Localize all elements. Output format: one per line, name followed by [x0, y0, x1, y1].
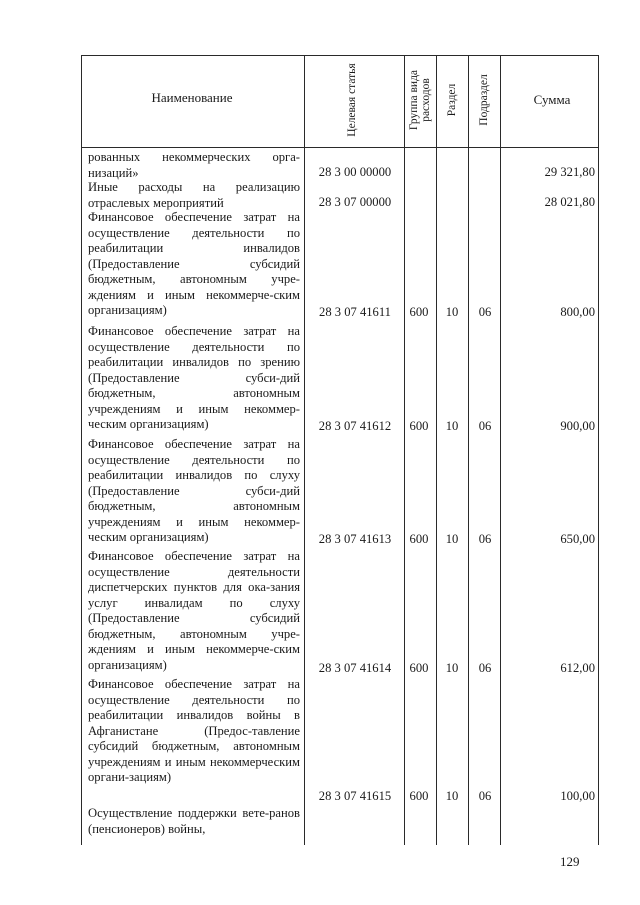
row-code: 28 3 07 41615 — [318, 789, 392, 803]
row-subsection: 06 — [478, 419, 492, 433]
header-sum: Сумма — [533, 92, 571, 107]
row-subsection: 06 — [478, 789, 492, 803]
header-name: Наименование — [151, 90, 233, 105]
row-section: 10 — [445, 661, 459, 675]
row-name: Финансовое обеспечение затрат на осуществление деятельности по реабилитации инвалидов (Предоставление субсидий бюджетным, автономным учре-ждениям и иным некоммерче-ским организациям) — [88, 210, 300, 317]
row-group: 600 — [409, 789, 429, 803]
row-name: рованных некоммерческих орга-низаций» — [88, 150, 300, 180]
row-group: 600 — [409, 532, 429, 546]
row-sum: 650,00 — [560, 532, 595, 546]
header-group: Группа вида расходов — [408, 69, 432, 131]
row-subsection: 06 — [478, 661, 492, 675]
row-group: 600 — [409, 419, 429, 433]
row-name: Осуществление поддержки вете-ранов (пенсионеров) войны, — [88, 806, 300, 836]
row-name: Финансовое обеспечение затрат на осуществление деятельности по реабилитации инвалидов войны в Афганистане (Предос-тавление субсидий бюджетным, автономным учреждениям и иным некоммерческим органи-зациям) — [88, 677, 300, 784]
row-group: 600 — [409, 661, 429, 675]
row-code: 28 3 07 41612 — [318, 419, 392, 433]
row-code: 28 3 00 00000 — [318, 165, 392, 179]
page-number: 129 — [560, 854, 580, 869]
row-code: 28 3 07 41613 — [318, 532, 392, 546]
column-divider-code — [404, 55, 405, 845]
header-code: Целевая статья — [346, 63, 358, 137]
row-sum: 29 321,80 — [544, 165, 595, 179]
header-section: Раздел — [446, 83, 458, 117]
column-divider-name — [304, 55, 305, 845]
row-group: 600 — [409, 305, 429, 319]
row-name: Финансовое обеспечение затрат на осуществление деятельности по реабилитации инвалидов по зрению (Предоставление субси-дий бюджетным, автономным учреждениям и иным некоммер-ческим организациям) — [88, 324, 300, 431]
row-section: 10 — [445, 305, 459, 319]
row-sum: 612,00 — [560, 661, 595, 675]
header-subsection: Подраздел — [478, 74, 490, 126]
row-subsection: 06 — [478, 305, 492, 319]
row-name: Финансовое обеспечение затрат на осуществление деятельности по реабилитации инвалидов по слуху (Предоставление субси-дий бюджетным, автономным учреждениям и иным некоммер-ческим организациям) — [88, 437, 300, 544]
row-sum: 100,00 — [560, 789, 595, 803]
header-bottom-border — [81, 147, 599, 148]
row-sum: 28 021,80 — [544, 195, 595, 209]
row-section: 10 — [445, 789, 459, 803]
row-code: 28 3 07 41614 — [318, 661, 392, 675]
table-right-border — [598, 55, 599, 845]
table-top-border — [81, 55, 599, 56]
table-left-border — [81, 55, 82, 845]
row-name: Иные расходы на реализацию отраслевых мероприятий — [88, 180, 300, 210]
column-divider-group — [436, 55, 437, 845]
row-code: 28 3 07 00000 — [318, 195, 392, 209]
row-sum: 800,00 — [560, 305, 595, 319]
row-code: 28 3 07 41611 — [319, 305, 391, 319]
column-divider-section — [468, 55, 469, 845]
row-subsection: 06 — [478, 532, 492, 546]
row-sum: 900,00 — [560, 419, 595, 433]
row-name: Финансовое обеспечение затрат на осуществление деятельности диспетчерских пунктов для ока-зания услуг инвалидам по слуху (Предоставление субсидий бюджетным, автономным учре-ждениям и иным некоммерче-ским организациям) — [88, 549, 300, 672]
row-section: 10 — [445, 419, 459, 433]
row-section: 10 — [445, 532, 459, 546]
